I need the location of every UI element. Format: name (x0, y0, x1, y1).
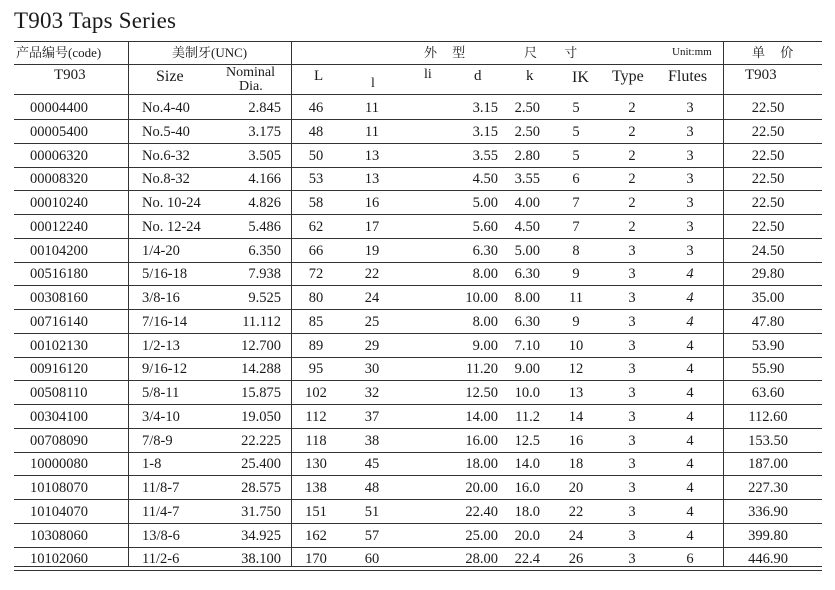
table-row (0, 96, 835, 120)
cell-type: 3 (628, 242, 636, 259)
cell-code: 00010240 (30, 195, 88, 211)
cell-l: 38 (364, 432, 380, 449)
cell-flutes: 4 (686, 337, 694, 354)
cell-code: 10108070 (30, 480, 88, 496)
cell-flutes: 4 (686, 432, 694, 449)
cell-l: 60 (364, 551, 380, 568)
cell-L: 48 (308, 123, 324, 140)
col-code-header: T903 (54, 67, 86, 83)
col-L-header: L (314, 68, 324, 84)
cell-d: 5.60 (472, 218, 498, 235)
table-row (0, 334, 835, 358)
cell-d: 9.00 (472, 337, 498, 354)
cell-d: 8.00 (472, 313, 498, 330)
cell-ik: 20 (568, 480, 584, 496)
table-row (0, 524, 835, 548)
cell-flutes: 3 (686, 171, 694, 188)
cell-l: 22 (364, 266, 380, 283)
cell-type: 3 (628, 313, 636, 330)
cell-code: 00004400 (30, 100, 88, 116)
cell-code: 00508110 (30, 385, 88, 401)
table-bottom-rule (14, 566, 822, 567)
cell-k: 18.0 (514, 503, 540, 520)
cell-ik: 26 (568, 551, 584, 568)
cell-code: 00716140 (30, 313, 88, 330)
cell-ik: 5 (572, 100, 580, 116)
cell-d: 18.00 (465, 456, 498, 473)
cell-size: 11/8-7 (142, 480, 180, 496)
cell-nominal: 15.875 (241, 385, 281, 401)
cell-k: 10.0 (514, 385, 540, 401)
cell-k: 22.4 (514, 551, 540, 568)
cell-L: 118 (305, 432, 327, 449)
cell-price: 22.50 (751, 100, 785, 116)
cell-k: 5.00 (514, 242, 540, 259)
cell-ik: 7 (572, 195, 580, 211)
cell-type: 3 (628, 527, 636, 544)
cell-size: 13/8-6 (142, 527, 180, 544)
cell-ik: 14 (568, 408, 584, 425)
unit-label: Unit:mm (672, 46, 712, 58)
cell-k: 2.50 (514, 100, 540, 116)
header-bottom-rule (14, 94, 822, 95)
cell-type: 3 (628, 408, 636, 425)
cell-L: 72 (308, 266, 324, 283)
cell-price: 63.60 (751, 385, 785, 401)
col-li-header: li (424, 67, 432, 82)
cell-flutes: 4 (686, 480, 694, 496)
cell-size: No.5-40 (142, 123, 190, 140)
cell-code: 10102060 (30, 551, 88, 568)
code-group-label: 产品编号(code) (16, 45, 102, 60)
table-row (0, 500, 835, 524)
cell-price: 47.80 (751, 313, 785, 330)
cell-k: 3.55 (514, 171, 540, 188)
cell-k: 2.50 (514, 123, 540, 140)
cell-L: 95 (308, 361, 324, 378)
cell-d: 4.50 (472, 171, 498, 188)
cell-type: 2 (628, 147, 636, 164)
cell-nominal: 5.486 (248, 218, 281, 235)
cell-price: 55.90 (751, 361, 785, 378)
col-ik-header: IK (572, 69, 589, 86)
cell-nominal: 7.938 (248, 266, 281, 283)
table-row (0, 239, 835, 263)
table-row (0, 144, 835, 168)
cell-flutes: 4 (686, 527, 694, 544)
cell-l: 29 (364, 337, 380, 354)
col-d-header: d (474, 68, 482, 84)
header-mid-rule (14, 64, 822, 65)
cell-l: 51 (364, 503, 380, 520)
table-row (0, 476, 835, 500)
cell-ik: 16 (568, 432, 584, 449)
cell-ik: 10 (568, 337, 584, 354)
cell-d: 10.00 (465, 290, 498, 306)
cell-type: 2 (628, 100, 636, 116)
cell-code: 00308160 (30, 290, 88, 306)
cell-ik: 7 (572, 218, 580, 235)
cell-nominal: 11.112 (242, 313, 281, 330)
cell-size: No.6-32 (142, 147, 190, 164)
cell-flutes: 3 (686, 195, 694, 211)
cell-d: 16.00 (465, 432, 498, 449)
cell-L: 85 (308, 313, 324, 330)
cell-size: No.4-40 (142, 100, 190, 116)
cell-price: 112.60 (748, 408, 788, 425)
cell-nominal: 6.350 (248, 242, 281, 259)
cell-L: 58 (308, 195, 324, 211)
cell-L: 102 (305, 385, 327, 401)
cell-type: 2 (628, 171, 636, 188)
table-row (0, 120, 835, 144)
cell-ik: 5 (572, 123, 580, 140)
cell-ik: 24 (568, 527, 584, 544)
cell-flutes: 4 (686, 361, 694, 378)
cell-flutes: 3 (686, 100, 694, 116)
col-size-header: Size (156, 68, 184, 85)
cell-price: 446.90 (748, 551, 788, 568)
cell-k: 6.30 (514, 266, 540, 283)
cell-k: 7.10 (514, 337, 540, 354)
cell-k: 20.0 (514, 527, 540, 544)
cell-price: 22.50 (751, 218, 785, 235)
cell-d: 3.15 (472, 100, 498, 116)
col-type-header: Type (612, 68, 644, 85)
cell-nominal: 3.175 (248, 123, 281, 140)
cell-nominal: 31.750 (241, 503, 281, 520)
cell-price: 336.90 (748, 503, 788, 520)
cell-flutes: 4 (686, 266, 694, 283)
cell-type: 2 (628, 218, 636, 235)
cell-code: 00008320 (30, 171, 88, 188)
cell-code: 00916120 (30, 361, 88, 378)
cell-flutes: 3 (686, 123, 694, 140)
cell-flutes: 4 (686, 290, 694, 306)
cell-l: 48 (364, 480, 380, 496)
cell-flutes: 6 (686, 551, 694, 568)
cell-L: 50 (308, 147, 324, 164)
cell-l: 30 (364, 361, 380, 378)
cell-type: 2 (628, 123, 636, 140)
cell-L: 151 (305, 503, 327, 520)
cell-d: 5.00 (472, 195, 498, 211)
cell-size: 1/2-13 (142, 337, 180, 354)
cell-d: 22.40 (465, 503, 498, 520)
cell-size: No. 12-24 (142, 218, 201, 235)
cell-L: 62 (308, 218, 324, 235)
cell-ik: 12 (568, 361, 584, 378)
cell-d: 6.30 (472, 242, 498, 259)
cell-price: 35.00 (751, 290, 785, 306)
cell-type: 3 (628, 266, 636, 283)
cell-price: 399.80 (748, 527, 788, 544)
cell-nominal: 9.525 (248, 290, 281, 306)
cell-d: 28.00 (465, 551, 498, 568)
cell-price: 227.30 (748, 480, 788, 496)
cell-code: 10104070 (30, 503, 88, 520)
cell-flutes: 3 (686, 147, 694, 164)
cell-type: 3 (628, 361, 636, 378)
cell-nominal: 38.100 (241, 551, 281, 568)
cell-price: 22.50 (751, 123, 785, 140)
cell-type: 3 (628, 337, 636, 354)
cell-nominal: 3.505 (248, 147, 281, 164)
cell-flutes: 4 (686, 408, 694, 425)
table-row (0, 381, 835, 405)
cell-l: 11 (365, 100, 379, 116)
cell-ik: 22 (568, 503, 584, 520)
cell-nominal: 2.845 (248, 100, 281, 116)
table-row (0, 405, 835, 429)
cell-type: 3 (628, 456, 636, 473)
cell-code: 00516180 (30, 266, 88, 283)
cell-code: 10308060 (30, 527, 88, 544)
cell-nominal: 19.050 (241, 408, 281, 425)
col-nominal-header-line1: Nominal (226, 65, 275, 80)
cell-L: 53 (308, 171, 324, 188)
cell-flutes: 4 (686, 313, 694, 330)
cell-k: 4.00 (514, 195, 540, 211)
cell-size: 11/4-7 (142, 503, 180, 520)
table-row (0, 429, 835, 453)
cell-type: 3 (628, 290, 636, 306)
cell-code: 00104200 (30, 242, 88, 259)
cell-d: 3.15 (472, 123, 498, 140)
cell-k: 14.0 (514, 456, 540, 473)
cell-size: 3/4-10 (142, 408, 180, 425)
cell-code: 00006320 (30, 147, 88, 164)
cell-size: 7/16-14 (142, 313, 188, 330)
cell-price: 22.50 (751, 171, 785, 188)
cell-size: 7/8-9 (142, 432, 173, 449)
cell-k: 11.2 (515, 408, 540, 425)
size-group-label: 尺 寸 (524, 45, 590, 60)
cell-size: 1/4-20 (142, 242, 180, 259)
cell-price: 24.50 (751, 242, 785, 259)
cell-l: 37 (364, 408, 380, 425)
page-title: T903 Taps Series (14, 8, 177, 33)
table-row (0, 452, 835, 476)
cell-ik: 9 (572, 313, 580, 330)
table-row (0, 215, 835, 239)
cell-nominal: 12.700 (241, 337, 281, 354)
cell-L: 89 (308, 337, 324, 354)
cell-l: 25 (364, 313, 380, 330)
cell-flutes: 4 (686, 385, 694, 401)
cell-code: 10000080 (30, 456, 88, 473)
cell-size: 5/16-18 (142, 266, 188, 283)
price-group-label: 单 价 (752, 45, 800, 60)
cell-d: 14.00 (465, 408, 498, 425)
cell-l: 19 (364, 242, 380, 259)
cell-code: 00102130 (30, 337, 88, 354)
cell-d: 11.20 (465, 361, 498, 378)
cell-L: 130 (305, 456, 327, 473)
cell-flutes: 4 (686, 503, 694, 520)
cell-l: 57 (364, 527, 380, 544)
cell-L: 46 (308, 100, 324, 116)
cell-type: 3 (628, 503, 636, 520)
cell-l: 11 (365, 123, 379, 140)
cell-flutes: 3 (686, 218, 694, 235)
cell-d: 3.55 (472, 147, 498, 164)
cell-ik: 9 (572, 266, 580, 283)
cell-l: 17 (364, 218, 380, 235)
cell-price: 153.50 (748, 432, 788, 449)
cell-nominal: 25.400 (241, 456, 281, 473)
cell-size: No. 10-24 (142, 195, 201, 211)
cell-nominal: 34.925 (241, 527, 281, 544)
cell-l: 13 (364, 171, 380, 188)
cell-k: 9.00 (514, 361, 540, 378)
cell-size: 11/2-6 (142, 551, 180, 568)
cell-size: 5/8-11 (142, 385, 180, 401)
cell-type: 2 (628, 195, 636, 211)
cell-type: 3 (628, 432, 636, 449)
cell-d: 25.00 (465, 527, 498, 544)
cell-price: 53.90 (751, 337, 785, 354)
cell-k: 4.50 (514, 218, 540, 235)
cell-ik: 13 (568, 385, 584, 401)
cell-L: 138 (305, 480, 327, 496)
cell-k: 2.80 (514, 147, 540, 164)
col-nominal-header-line2: Dia. (239, 79, 263, 94)
cell-ik: 18 (568, 456, 584, 473)
cell-L: 80 (308, 290, 324, 306)
cell-type: 3 (628, 385, 636, 401)
cell-code: 00005400 (30, 123, 88, 140)
cell-k: 16.0 (514, 480, 540, 496)
cell-ik: 6 (572, 171, 580, 188)
cell-size: 9/16-12 (142, 361, 188, 378)
cell-nominal: 22.225 (241, 432, 281, 449)
table-row (0, 191, 835, 215)
cell-L: 66 (308, 242, 324, 259)
cell-l: 45 (364, 456, 380, 473)
cell-L: 162 (305, 527, 327, 544)
table-row (0, 310, 835, 334)
cell-d: 12.50 (465, 385, 498, 401)
cell-size: No.8-32 (142, 171, 190, 188)
cell-k: 8.00 (514, 290, 540, 306)
cell-price: 22.50 (751, 147, 785, 164)
table-row (0, 357, 835, 381)
cell-nominal: 14.288 (241, 361, 281, 378)
cell-code: 00304100 (30, 408, 88, 425)
cell-price: 22.50 (751, 195, 785, 211)
cell-price: 29.80 (751, 266, 785, 283)
cell-type: 3 (628, 480, 636, 496)
cell-L: 112 (305, 408, 327, 425)
col-flutes-header: Flutes (668, 68, 708, 85)
cell-type: 3 (628, 551, 636, 568)
unc-group-label: 美制牙(UNC) (172, 45, 248, 60)
table-row (0, 547, 835, 571)
cell-nominal: 4.826 (248, 195, 281, 211)
cell-l: 24 (364, 290, 380, 306)
cell-d: 8.00 (472, 266, 498, 283)
cell-code: 00012240 (30, 218, 88, 235)
outline-group-label: 外 型 (424, 45, 472, 60)
cell-nominal: 28.575 (241, 480, 281, 496)
cell-flutes: 3 (686, 242, 694, 259)
col-l-header: l (371, 76, 375, 91)
col-price-header: T903 (745, 67, 777, 83)
cell-k: 6.30 (514, 313, 540, 330)
col-k-header: k (526, 68, 534, 84)
table-row (0, 286, 835, 310)
table-row (0, 262, 835, 286)
cell-l: 13 (364, 147, 380, 164)
cell-l: 16 (364, 195, 380, 211)
cell-code: 00708090 (30, 432, 88, 449)
table-top-rule (14, 41, 822, 42)
row-rule (14, 570, 822, 571)
cell-ik: 11 (569, 290, 583, 306)
cell-d: 20.00 (465, 480, 498, 496)
cell-l: 32 (364, 385, 380, 401)
cell-nominal: 4.166 (248, 171, 281, 188)
cell-ik: 5 (572, 147, 580, 164)
table-row (0, 167, 835, 191)
cell-flutes: 4 (686, 456, 694, 473)
cell-size: 1-8 (142, 456, 162, 473)
cell-ik: 8 (572, 242, 580, 259)
cell-k: 12.5 (514, 432, 540, 449)
cell-size: 3/8-16 (142, 290, 180, 306)
cell-price: 187.00 (748, 456, 788, 473)
cell-L: 170 (305, 551, 327, 568)
